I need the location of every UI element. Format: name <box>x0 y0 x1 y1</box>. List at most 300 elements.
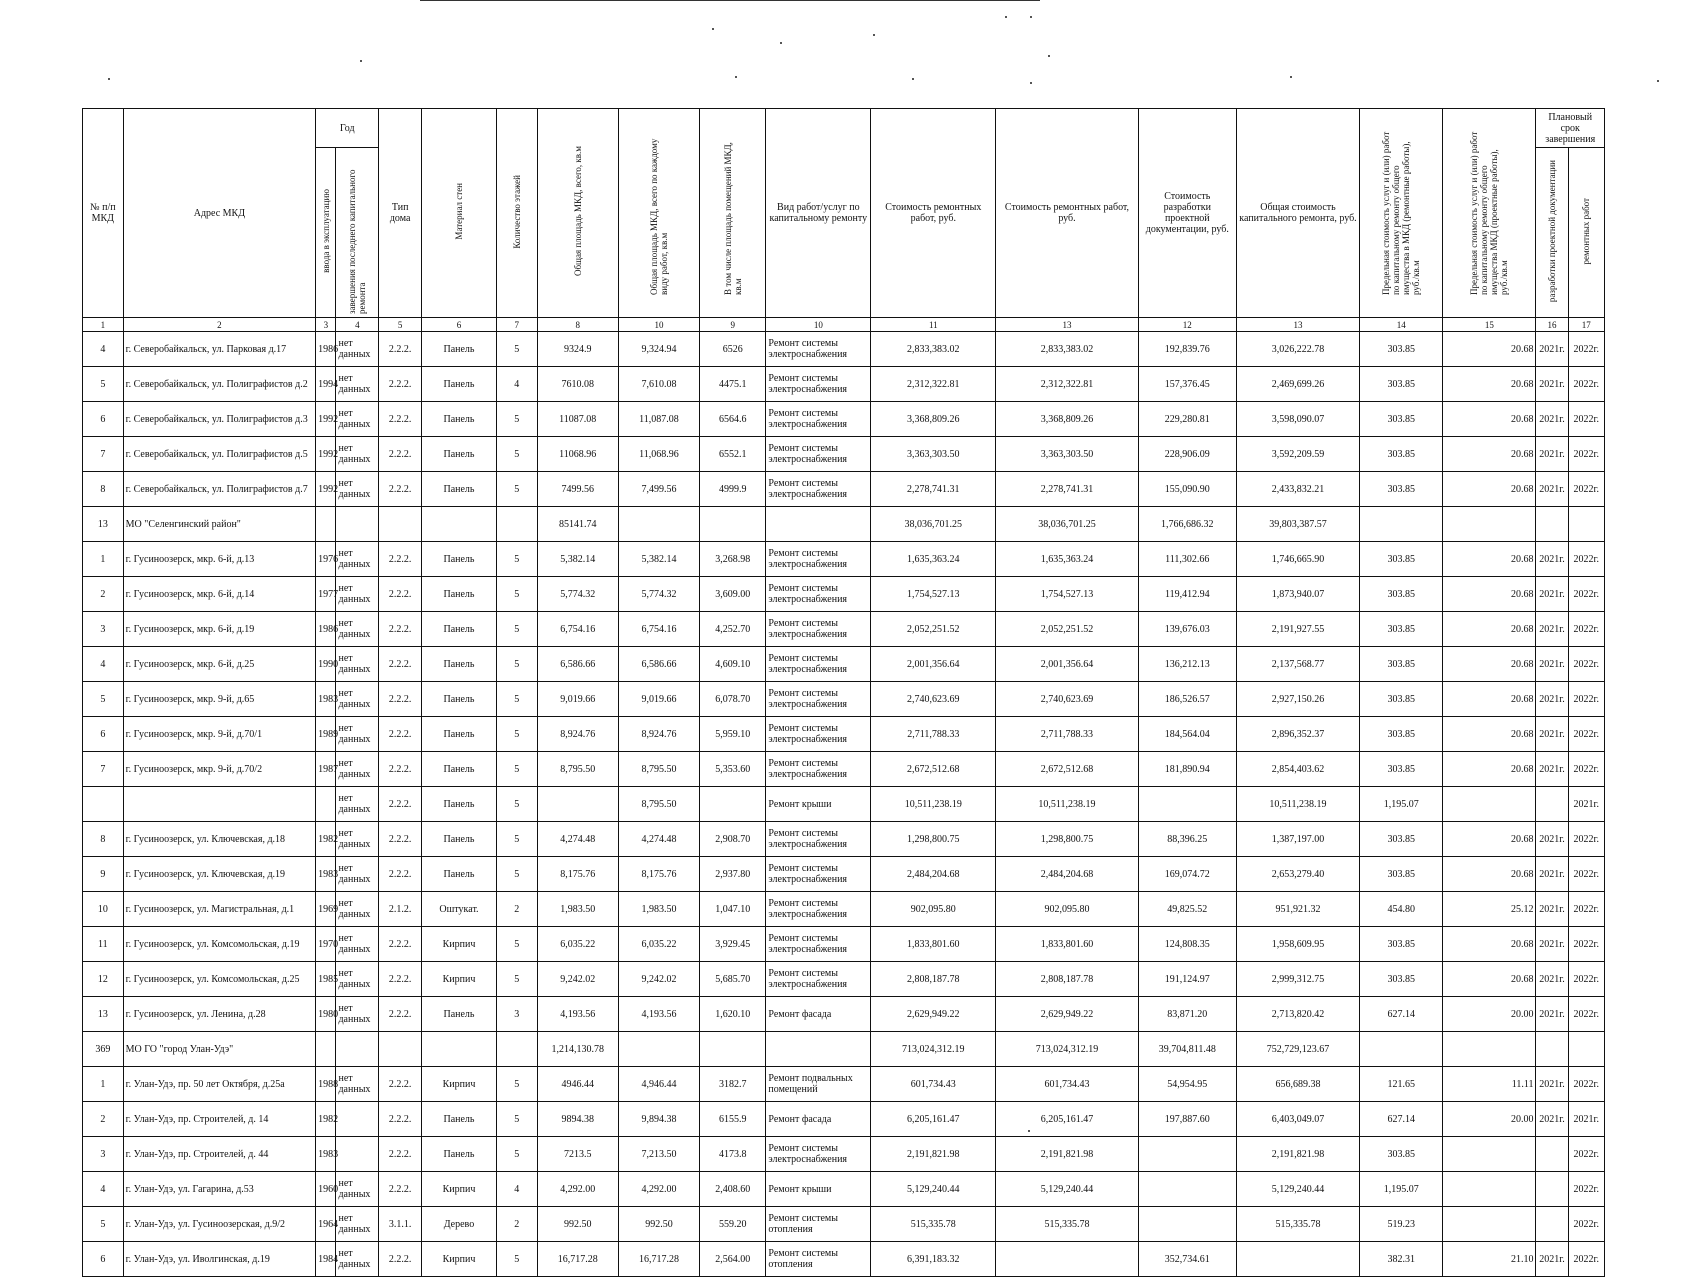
limit-repair-cell: 627.14 <box>1359 1102 1442 1137</box>
total-area-cell: 85141.74 <box>537 507 618 542</box>
wall-material-cell: Дерево <box>422 1207 497 1242</box>
total-cost-cell: 2,433,832.21 <box>1237 472 1360 507</box>
floors-cell: 5 <box>496 437 537 472</box>
premises-area-cell: 2,408.60 <box>700 1172 766 1207</box>
limit-repair-cell: 303.85 <box>1359 402 1442 437</box>
house-type-cell: 2.2.2. <box>379 1067 422 1102</box>
repair-cost-2-cell: 2,278,741.31 <box>996 472 1138 507</box>
design-cost-cell <box>1138 1207 1236 1242</box>
row-number: 3 <box>83 1137 124 1172</box>
house-type-cell <box>379 1032 422 1067</box>
table-row <box>83 787 1605 822</box>
plan-repair-cell: 2022г. <box>1568 472 1604 507</box>
repair-cost-2-cell: 713,024,312.19 <box>996 1032 1138 1067</box>
col-year-group-header: Год <box>316 109 379 148</box>
row-number: 11 <box>83 927 124 962</box>
house-type-cell: 2.2.2. <box>379 367 422 402</box>
wall-material-cell: Панель <box>422 717 497 752</box>
plan-design-cell: 2021г. <box>1536 332 1568 367</box>
repair-cost-2-cell: 10,511,238.19 <box>996 787 1138 822</box>
year-repair-cell: нет данных <box>336 857 379 892</box>
wall-material-cell: Кирпич <box>422 1242 497 1277</box>
column-number: 5 <box>379 318 422 332</box>
house-type-cell: 2.2.2. <box>379 822 422 857</box>
work-type-cell: Ремонт фасада <box>766 997 871 1032</box>
repair-cost-cell: 2,711,788.33 <box>871 717 996 752</box>
plan-repair-cell: 2022г. <box>1568 997 1604 1032</box>
area-per-work-cell: 7,213.50 <box>618 1137 699 1172</box>
wall-material-cell: Панель <box>422 787 497 822</box>
premises-area-cell: 6552.1 <box>700 437 766 472</box>
wall-material-cell: Панель <box>422 997 497 1032</box>
row-number: 3 <box>83 612 124 647</box>
area-per-work-cell: 11,087.08 <box>618 402 699 437</box>
table-row <box>83 927 1605 962</box>
work-type-cell: Ремонт системы электроснабжения <box>766 367 871 402</box>
plan-design-cell: 2021г. <box>1536 472 1568 507</box>
scan-top-edge <box>420 0 1040 1</box>
repair-cost-2-cell: 1,298,800.75 <box>996 822 1138 857</box>
year-repair-cell: нет данных <box>336 927 379 962</box>
column-number: 16 <box>1536 318 1568 332</box>
repair-cost-cell: 515,335.78 <box>871 1207 996 1242</box>
plan-design-cell: 2021г. <box>1536 542 1568 577</box>
limit-design-cell: 20.68 <box>1443 437 1536 472</box>
column-number: 3 <box>316 318 336 332</box>
plan-repair-cell: 2021г. <box>1568 787 1604 822</box>
year-built-cell: 1992 <box>316 472 336 507</box>
total-area-cell: 8,175.76 <box>537 857 618 892</box>
floors-cell: 5 <box>496 927 537 962</box>
plan-design-cell: 2021г. <box>1536 402 1568 437</box>
wall-material-cell: Кирпич <box>422 1172 497 1207</box>
floors-cell: 5 <box>496 332 537 367</box>
limit-design-cell: 20.68 <box>1443 577 1536 612</box>
address-cell: г. Улан-Удэ, пр. 50 лет Октября, д.25а <box>123 1067 316 1102</box>
municipality-total-row <box>83 507 1605 542</box>
limit-repair-cell: 303.85 <box>1359 332 1442 367</box>
repair-cost-2-cell: 601,734.43 <box>996 1067 1138 1102</box>
table-row <box>83 647 1605 682</box>
limit-repair-cell: 303.85 <box>1359 542 1442 577</box>
wall-material-cell: Панель <box>422 1137 497 1172</box>
plan-repair-cell: 2022г. <box>1568 927 1604 962</box>
repair-cost-cell: 2,808,187.78 <box>871 962 996 997</box>
total-area-cell: 6,754.16 <box>537 612 618 647</box>
repair-cost-2-cell: 2,808,187.78 <box>996 962 1138 997</box>
year-built-cell: 1989 <box>316 717 336 752</box>
repair-cost-2-cell: 38,036,701.25 <box>996 507 1138 542</box>
address-cell: г. Гусиноозерск, ул. Комсомольская, д.25 <box>123 962 316 997</box>
limit-design-cell <box>1443 1207 1536 1242</box>
floors-cell: 5 <box>496 612 537 647</box>
premises-area-cell: 1,620.10 <box>700 997 766 1032</box>
row-number: 8 <box>83 822 124 857</box>
design-cost-cell <box>1138 787 1236 822</box>
work-type-cell: Ремонт фасада <box>766 1102 871 1137</box>
repair-cost-cell: 2,629,949.22 <box>871 997 996 1032</box>
work-type-cell: Ремонт системы электроснабжения <box>766 472 871 507</box>
design-cost-cell: 1,766,686.32 <box>1138 507 1236 542</box>
premises-area-cell: 559.20 <box>700 1207 766 1242</box>
plan-repair-cell: 2022г. <box>1568 577 1604 612</box>
plan-design-cell: 2021г. <box>1536 612 1568 647</box>
house-type-cell: 2.2.2. <box>379 787 422 822</box>
plan-repair-cell: 2022г. <box>1568 542 1604 577</box>
work-type-cell: Ремонт подвальных помещений <box>766 1067 871 1102</box>
row-number: 2 <box>83 577 124 612</box>
address-cell: г. Гусиноозерск, мкр. 9-й, д.65 <box>123 682 316 717</box>
table-row <box>83 1067 1605 1102</box>
year-repair-cell: нет данных <box>336 367 379 402</box>
col-year-built-header: ввода в эксплуатацию <box>316 148 336 318</box>
row-number: 6 <box>83 402 124 437</box>
repair-cost-cell: 3,368,809.26 <box>871 402 996 437</box>
limit-design-cell: 20.68 <box>1443 927 1536 962</box>
floors-cell: 5 <box>496 1137 537 1172</box>
house-type-cell: 2.2.2. <box>379 332 422 367</box>
year-repair-cell: нет данных <box>336 542 379 577</box>
total-cost-cell: 951,921.32 <box>1237 892 1360 927</box>
limit-design-cell: 20.68 <box>1443 647 1536 682</box>
premises-area-cell: 2,564.00 <box>700 1242 766 1277</box>
plan-repair-cell: 2022г. <box>1568 437 1604 472</box>
repair-cost-2-cell: 2,740,623.69 <box>996 682 1138 717</box>
plan-design-cell <box>1536 1207 1568 1242</box>
address-cell: г. Улан-Удэ, ул. Гусиноозерская, д.9/2 <box>123 1207 316 1242</box>
year-built-cell: 1960 <box>316 1172 336 1207</box>
year-repair-cell: нет данных <box>336 332 379 367</box>
limit-design-cell: 20.68 <box>1443 682 1536 717</box>
design-cost-cell: 124,808.35 <box>1138 927 1236 962</box>
total-cost-cell <box>1237 1242 1360 1277</box>
year-built-cell: 1988 <box>316 1067 336 1102</box>
design-cost-cell: 197,887.60 <box>1138 1102 1236 1137</box>
work-type-cell: Ремонт системы электроснабжения <box>766 437 871 472</box>
address-cell: г. Гусиноозерск, ул. Ключевская, д.18 <box>123 822 316 857</box>
design-cost-cell: 191,124.97 <box>1138 962 1236 997</box>
address-cell: г. Улан-Удэ, ул. Иволгинская, д.19 <box>123 1242 316 1277</box>
area-per-work-cell: 4,274.48 <box>618 822 699 857</box>
row-number: 6 <box>83 1242 124 1277</box>
address-cell: г. Гусиноозерск, мкр. 6-й, д.14 <box>123 577 316 612</box>
area-per-work-cell: 1,983.50 <box>618 892 699 927</box>
year-repair-cell: нет данных <box>336 437 379 472</box>
repair-cost-cell: 5,129,240.44 <box>871 1172 996 1207</box>
design-cost-cell: 229,280.81 <box>1138 402 1236 437</box>
year-repair-cell: нет данных <box>336 1207 379 1242</box>
address-cell: г. Гусиноозерск, мкр. 6-й, д.19 <box>123 612 316 647</box>
col-number-header: № п/п МКД <box>83 109 124 318</box>
total-area-cell: 992.50 <box>537 1207 618 1242</box>
table-row <box>83 332 1605 367</box>
limit-design-cell <box>1443 507 1536 542</box>
limit-design-cell: 20.68 <box>1443 962 1536 997</box>
repair-cost-2-cell: 2,833,383.02 <box>996 332 1138 367</box>
house-type-cell: 2.2.2. <box>379 857 422 892</box>
plan-design-cell: 2021г. <box>1536 1242 1568 1277</box>
column-number: 6 <box>422 318 497 332</box>
total-cost-cell: 1,387,197.00 <box>1237 822 1360 857</box>
wall-material-cell: Панель <box>422 437 497 472</box>
limit-repair-cell: 121.65 <box>1359 1067 1442 1102</box>
design-cost-cell: 139,676.03 <box>1138 612 1236 647</box>
col-address-header: Адрес МКД <box>123 109 316 318</box>
limit-repair-cell: 303.85 <box>1359 927 1442 962</box>
premises-area-cell: 5,959.10 <box>700 717 766 752</box>
limit-design-cell: 25.12 <box>1443 892 1536 927</box>
design-cost-cell: 136,212.13 <box>1138 647 1236 682</box>
total-area-cell: 5,382.14 <box>537 542 618 577</box>
plan-repair-cell: 2022г. <box>1568 857 1604 892</box>
work-type-cell: Ремонт системы электроснабжения <box>766 717 871 752</box>
table-row <box>83 682 1605 717</box>
work-type-cell: Ремонт системы электроснабжения <box>766 542 871 577</box>
house-type-cell: 2.2.2. <box>379 647 422 682</box>
address-cell: г. Гусиноозерск, ул. Ключевская, д.19 <box>123 857 316 892</box>
limit-repair-cell: 303.85 <box>1359 682 1442 717</box>
repair-cost-cell: 2,833,383.02 <box>871 332 996 367</box>
total-area-cell: 9,019.66 <box>537 682 618 717</box>
table-row <box>83 962 1605 997</box>
column-number: 15 <box>1443 318 1536 332</box>
total-cost-cell: 6,403,049.07 <box>1237 1102 1360 1137</box>
plan-design-cell: 2021г. <box>1536 577 1568 612</box>
row-number: 10 <box>83 892 124 927</box>
repair-cost-2-cell: 6,205,161.47 <box>996 1102 1138 1137</box>
work-type-cell: Ремонт системы электроснабжения <box>766 927 871 962</box>
area-per-work-cell: 9,019.66 <box>618 682 699 717</box>
total-cost-cell: 2,896,352.37 <box>1237 717 1360 752</box>
work-type-cell: Ремонт системы электроснабжения <box>766 892 871 927</box>
limit-repair-cell: 1,195.07 <box>1359 1172 1442 1207</box>
plan-design-cell: 2021г. <box>1536 752 1568 787</box>
area-per-work-cell: 8,175.76 <box>618 857 699 892</box>
wall-material-cell <box>422 1032 497 1067</box>
plan-design-cell: 2021г. <box>1536 367 1568 402</box>
repair-cost-cell: 1,754,527.13 <box>871 577 996 612</box>
wall-material-cell: Панель <box>422 822 497 857</box>
plan-design-cell: 2021г. <box>1536 647 1568 682</box>
total-area-cell: 9894.38 <box>537 1102 618 1137</box>
total-cost-cell: 656,689.38 <box>1237 1067 1360 1102</box>
row-number: 1 <box>83 542 124 577</box>
col-plan-repair-header: ремонтных работ <box>1568 148 1604 318</box>
house-type-cell <box>379 507 422 542</box>
total-cost-cell: 515,335.78 <box>1237 1207 1360 1242</box>
total-area-cell: 11068.96 <box>537 437 618 472</box>
plan-design-cell: 2021г. <box>1536 822 1568 857</box>
repair-cost-cell: 1,635,363.24 <box>871 542 996 577</box>
table-row <box>83 857 1605 892</box>
address-cell: г. Улан-Удэ, пр. Строителей, д. 44 <box>123 1137 316 1172</box>
column-number: 14 <box>1359 318 1442 332</box>
total-area-cell: 9324.9 <box>537 332 618 367</box>
plan-design-cell <box>1536 507 1568 542</box>
plan-design-cell: 2021г. <box>1536 1102 1568 1137</box>
year-repair-cell <box>336 1032 379 1067</box>
repair-cost-cell: 2,001,356.64 <box>871 647 996 682</box>
table-row <box>83 892 1605 927</box>
design-cost-cell: 119,412.94 <box>1138 577 1236 612</box>
address-cell: г. Гусиноозерск, мкр. 9-й, д.70/1 <box>123 717 316 752</box>
year-repair-cell: нет данных <box>336 612 379 647</box>
design-cost-cell: 157,376.45 <box>1138 367 1236 402</box>
house-type-cell: 2.2.2. <box>379 402 422 437</box>
total-cost-cell: 2,191,821.98 <box>1237 1137 1360 1172</box>
floors-cell: 4 <box>496 367 537 402</box>
total-cost-cell: 2,653,279.40 <box>1237 857 1360 892</box>
house-type-cell: 2.1.2. <box>379 892 422 927</box>
area-per-work-cell: 8,795.50 <box>618 787 699 822</box>
total-cost-cell: 2,999,312.75 <box>1237 962 1360 997</box>
column-number: 12 <box>1138 318 1236 332</box>
total-cost-cell: 5,129,240.44 <box>1237 1172 1360 1207</box>
plan-design-cell: 2021г. <box>1536 717 1568 752</box>
year-repair-cell: нет данных <box>336 962 379 997</box>
limit-repair-cell: 303.85 <box>1359 752 1442 787</box>
year-repair-cell: нет данных <box>336 1242 379 1277</box>
plan-design-cell: 2021г. <box>1536 1067 1568 1102</box>
wall-material-cell: Панель <box>422 857 497 892</box>
total-area-cell: 7213.5 <box>537 1137 618 1172</box>
work-type-cell: Ремонт системы электроснабжения <box>766 752 871 787</box>
year-repair-cell: нет данных <box>336 752 379 787</box>
floors-cell: 5 <box>496 822 537 857</box>
total-cost-cell: 2,469,699.26 <box>1237 367 1360 402</box>
wall-material-cell: Панель <box>422 647 497 682</box>
repair-cost-cell: 2,278,741.31 <box>871 472 996 507</box>
table-row <box>83 1242 1605 1277</box>
year-built-cell: 1992 <box>316 402 336 437</box>
floors-cell: 5 <box>496 402 537 437</box>
total-area-cell: 6,586.66 <box>537 647 618 682</box>
design-cost-cell: 169,074.72 <box>1138 857 1236 892</box>
floors-cell: 5 <box>496 787 537 822</box>
floors-cell: 4 <box>496 1172 537 1207</box>
year-built-cell: 1990 <box>316 647 336 682</box>
work-type-cell: Ремонт системы электроснабжения <box>766 682 871 717</box>
table-body <box>83 332 1605 1277</box>
work-type-cell: Ремонт системы электроснабжения <box>766 577 871 612</box>
house-type-cell: 2.2.2. <box>379 962 422 997</box>
plan-repair-cell: 2022г. <box>1568 717 1604 752</box>
area-per-work-cell: 6,035.22 <box>618 927 699 962</box>
year-built-cell: 1986 <box>316 332 336 367</box>
year-repair-cell: нет данных <box>336 717 379 752</box>
limit-repair-cell <box>1359 507 1442 542</box>
limit-repair-cell: 303.85 <box>1359 822 1442 857</box>
area-per-work-cell: 16,717.28 <box>618 1242 699 1277</box>
total-area-cell: 7610.08 <box>537 367 618 402</box>
year-repair-cell: нет данных <box>336 682 379 717</box>
limit-design-cell: 20.68 <box>1443 472 1536 507</box>
plan-repair-cell: 2022г. <box>1568 892 1604 927</box>
wall-material-cell: Панель <box>422 577 497 612</box>
plan-design-cell <box>1536 787 1568 822</box>
area-per-work-cell: 7,499.56 <box>618 472 699 507</box>
plan-design-cell: 2021г. <box>1536 857 1568 892</box>
year-repair-cell <box>336 507 379 542</box>
address-cell: МО ГО "город Улан-Удэ" <box>123 1032 316 1067</box>
total-area-cell: 1,214,130.78 <box>537 1032 618 1067</box>
year-built-cell: 1982 <box>316 822 336 857</box>
limit-design-cell: 20.68 <box>1443 612 1536 647</box>
address-cell: г. Гусиноозерск, ул. Комсомольская, д.19 <box>123 927 316 962</box>
limit-design-cell: 20.00 <box>1443 1102 1536 1137</box>
limit-repair-cell: 303.85 <box>1359 437 1442 472</box>
address-cell: г. Гусиноозерск, мкр. 6-й, д.13 <box>123 542 316 577</box>
area-per-work-cell <box>618 507 699 542</box>
floors-cell <box>496 507 537 542</box>
design-cost-cell <box>1138 1137 1236 1172</box>
area-per-work-cell: 6,586.66 <box>618 647 699 682</box>
premises-area-cell: 4999.9 <box>700 472 766 507</box>
address-cell: г. Северобайкальск, ул. Парковая д.17 <box>123 332 316 367</box>
total-area-cell: 8,795.50 <box>537 752 618 787</box>
address-cell: г. Гусиноозерск, мкр. 9-й, д.70/2 <box>123 752 316 787</box>
limit-design-cell <box>1443 787 1536 822</box>
wall-material-cell <box>422 507 497 542</box>
area-per-work-cell <box>618 1032 699 1067</box>
table-row <box>83 1102 1605 1137</box>
total-area-cell: 4,292.00 <box>537 1172 618 1207</box>
area-per-work-cell: 992.50 <box>618 1207 699 1242</box>
year-repair-cell: нет данных <box>336 402 379 437</box>
year-repair-cell: нет данных <box>336 647 379 682</box>
col-design-cost-header: Стоимость разработки проектной документации, руб. <box>1138 109 1236 318</box>
floors-cell: 5 <box>496 472 537 507</box>
total-cost-cell: 752,729,123.67 <box>1237 1032 1360 1067</box>
plan-repair-cell <box>1568 1032 1604 1067</box>
limit-repair-cell: 519.23 <box>1359 1207 1442 1242</box>
address-cell: г. Гусиноозерск, мкр. 6-й, д.25 <box>123 647 316 682</box>
work-type-cell: Ремонт системы электроснабжения <box>766 857 871 892</box>
premises-area-cell: 6155.9 <box>700 1102 766 1137</box>
plan-repair-cell: 2022г. <box>1568 612 1604 647</box>
premises-area-cell: 4173.8 <box>700 1137 766 1172</box>
house-type-cell: 2.2.2. <box>379 612 422 647</box>
design-cost-cell: 88,396.25 <box>1138 822 1236 857</box>
plan-repair-cell: 2022г. <box>1568 647 1604 682</box>
repair-cost-cell: 1,833,801.60 <box>871 927 996 962</box>
row-number: 2 <box>83 1102 124 1137</box>
work-type-cell: Ремонт системы электроснабжения <box>766 647 871 682</box>
year-built-cell: 1983 <box>316 1137 336 1172</box>
repair-cost-2-cell: 2,629,949.22 <box>996 997 1138 1032</box>
work-type-cell: Ремонт системы электроснабжения <box>766 822 871 857</box>
house-type-cell: 3.1.1. <box>379 1207 422 1242</box>
floors-cell: 5 <box>496 962 537 997</box>
limit-design-cell: 21.10 <box>1443 1242 1536 1277</box>
address-cell: г. Улан-Удэ, ул. Гагарина, д.53 <box>123 1172 316 1207</box>
wall-material-cell: Панель <box>422 332 497 367</box>
row-number: 6 <box>83 717 124 752</box>
year-repair-cell <box>336 1102 379 1137</box>
area-per-work-cell: 8,795.50 <box>618 752 699 787</box>
row-number: 7 <box>83 437 124 472</box>
plan-design-cell <box>1536 1032 1568 1067</box>
total-area-cell: 6,035.22 <box>537 927 618 962</box>
plan-repair-cell: 2022г. <box>1568 402 1604 437</box>
limit-repair-cell: 303.85 <box>1359 717 1442 752</box>
year-built-cell: 1976 <box>316 542 336 577</box>
table-row <box>83 367 1605 402</box>
limit-repair-cell: 303.85 <box>1359 577 1442 612</box>
total-cost-cell: 2,191,927.55 <box>1237 612 1360 647</box>
column-number: 9 <box>700 318 766 332</box>
floors-cell: 5 <box>496 717 537 752</box>
